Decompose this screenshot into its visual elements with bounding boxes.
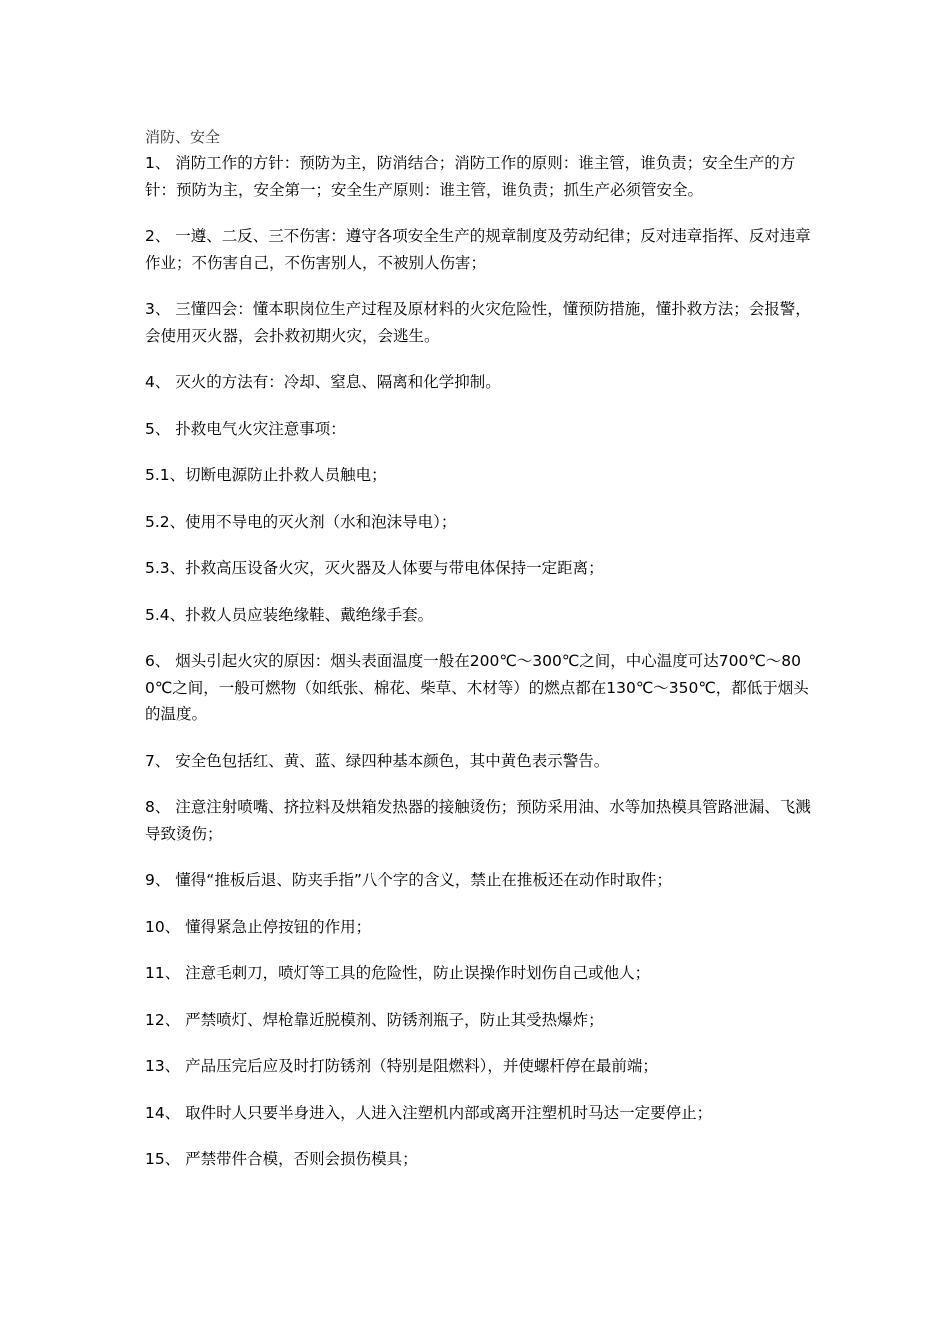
list-item-5-2: 5.2、使用不导电的灭火剂（水和泡沫导电）； xyxy=(145,512,457,531)
list-item-14: 14、 取件时人只要半身进入，人进入注塑机内部或离开注塑机时马达一定要停止； xyxy=(145,1103,713,1122)
document-page xyxy=(145,124,815,1193)
list-item-9: 9、 懂得“推板后退、防夹手指”八个字的含义，禁止在推板还在动作时取件； xyxy=(145,871,672,889)
list-item-5-3: 5.3、扑救高压设备火灾，灭火器及人体要与带电体保持一定距离； xyxy=(145,559,604,577)
list-item-5-1: 5.1、切断电源防止扑救人员触电； xyxy=(145,466,387,484)
list-item-15: 15、 严禁带件合模，否则会损伤模具； xyxy=(145,1150,418,1168)
list-item-8: 8、 注意注射喷嘴、挤拉料及烘箱发热器的接触烫伤；预防采用油、水等加热模具管路泄漏、飞溅导致烫伤； xyxy=(145,798,811,843)
document-title: 消防、安全 xyxy=(145,128,221,146)
list-item-5: 5、 扑救电气火灾注意事项： xyxy=(145,419,346,438)
list-item-12: 12、 严禁喷灯、焊枪靠近脱模剂、防锈剂瓶子，防止其受热爆炸； xyxy=(145,1010,604,1029)
list-item-13: 13、 产品压完后应及时打防锈剂（特别是阻燃料），并使螺杆停在最前端； xyxy=(145,1057,658,1075)
list-item-7: 7、 安全色包括红、黄、蓝、绿四种基本颜色，其中黄色表示警告。 xyxy=(145,751,610,770)
list-item-3: 3、 三懂四会：懂本职岗位生产过程及原材料的火灾危险性，懂预防措施，懂扑救方法；会报警，会使用灭火器，会扑救初期火灾，会逃生。 xyxy=(145,300,811,345)
list-item-6: 6、 烟头引起火灾的原因：烟头表面温度一般在200℃～300℃之间，中心温度可达700℃～800℃之间，一般可燃物（如纸张、棉花、柴草、木材等）的燃点都在130℃～350℃，都低于烟头的温度。 xyxy=(145,652,809,723)
list-item-11: 11、 注意毛刺刀，喷灯等工具的危险性，防止误操作时划伤自己或他人； xyxy=(145,964,651,982)
list-item-5-4: 5.4、扑救人员应装绝缘鞋、戴绝缘手套。 xyxy=(145,605,434,624)
list-item-10: 10、 懂得紧急止停按钮的作用； xyxy=(145,917,372,936)
list-item-2: 2、 一遵、二反、三不伤害：遵守各项安全生产的规章制度及劳动纪律；反对违章指挥、反对违章作业；不伤害自己，不伤害别人，不被别人伤害； xyxy=(145,227,811,272)
list-item-4: 4、 灭火的方法有：冷却、窒息、隔离和化学抑制。 xyxy=(145,373,501,391)
list-item-1: 1、 消防工作的方针：预防为主，防消结合；消防工作的原则：谁主管，谁负责；安全生产的方针：预防为主，安全第一；安全生产原则：谁主管，谁负责；抓生产必须管安全。 xyxy=(145,154,796,199)
